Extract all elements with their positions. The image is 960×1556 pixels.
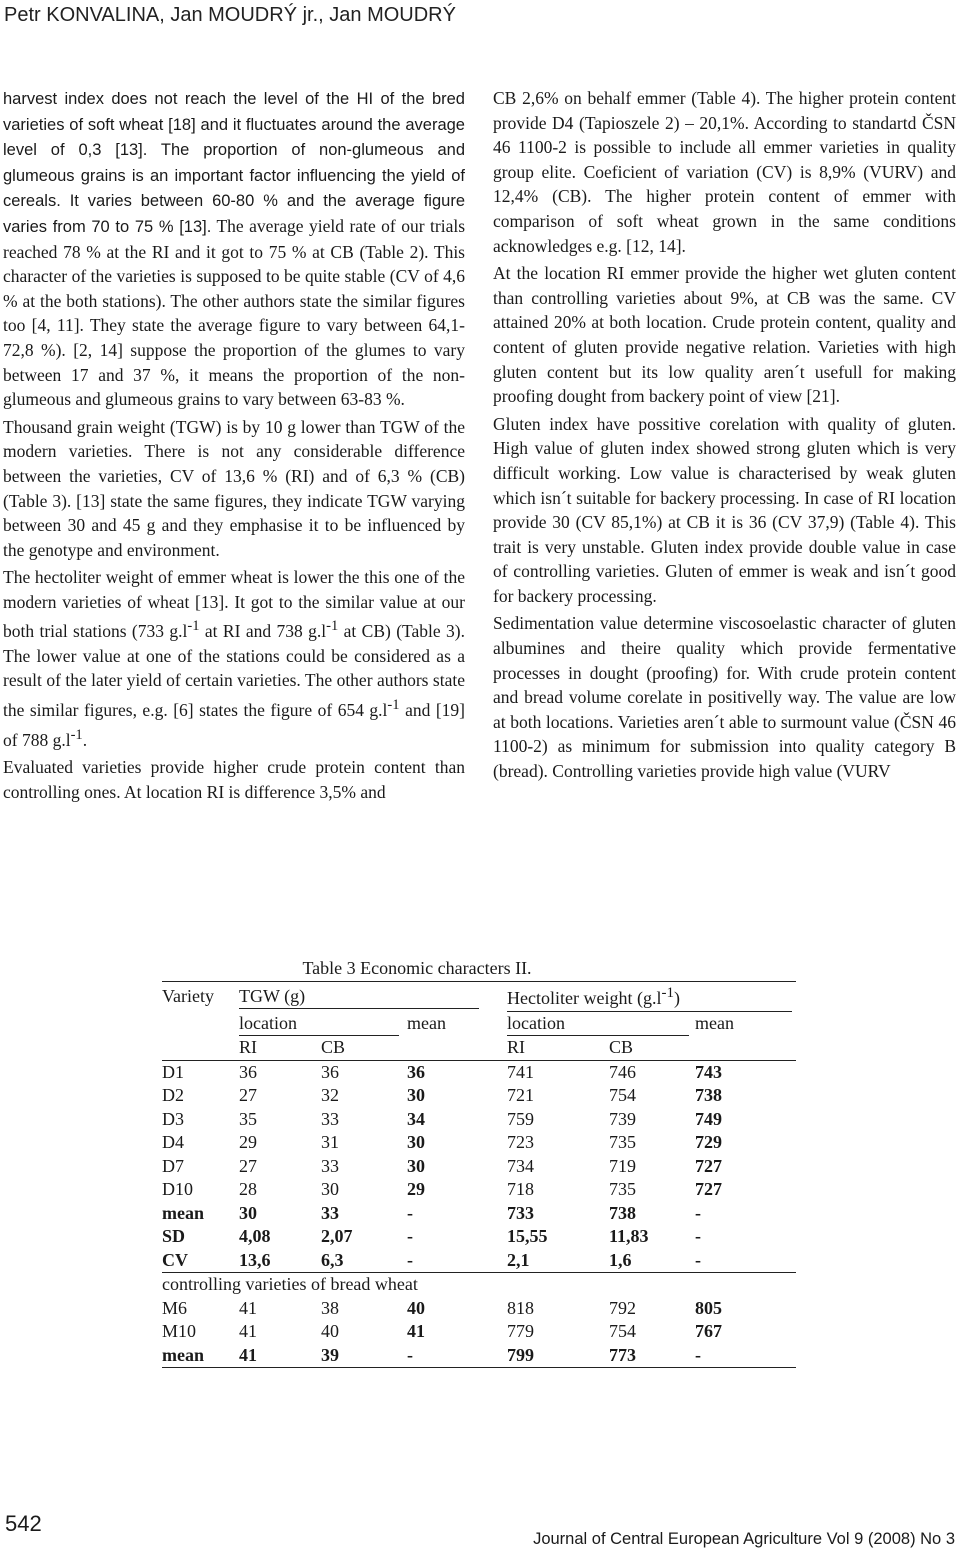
cell: 29: [239, 1132, 257, 1152]
cell: 735: [609, 1179, 636, 1199]
cell: 818: [507, 1297, 534, 1318]
location-label: location: [239, 1012, 399, 1037]
table-row-stat: [162, 1225, 796, 1249]
cell: mean: [162, 1344, 239, 1368]
cell: 734: [507, 1155, 534, 1176]
hectoliter-text-3: at CB) (Table 3). The lower value at one of the stations could be considered as a result of the later yield of certain varieties. The other authors state the similar figures, e.g. [6] states the figure of 654 g.l: [3, 621, 465, 720]
page-header-authors: Petr KONVALINA, Jan MOUDRÝ jr., Jan MOUDRÝ: [4, 4, 456, 26]
cell: 6,3: [321, 1249, 407, 1273]
cell: D2: [162, 1085, 184, 1105]
cell: 749: [695, 1108, 722, 1129]
paragraph-protein-start: Evaluated varieties provide higher crude protein content than controlling ones. At location RI is difference 3,5% and: [3, 756, 465, 802]
paragraph-sedimentation: Sedimentation value determine viscosoelastic character of gluten albumines and theire quality which provide fermentative processes in dought (proofing) for. With crude protein content and bread volume corelate in positivelly way. The value are low at both locations. Varieties aren´t able to surmount value (ČSN 46 1100-2) as minimum for submission into quality category B (bread). Controlling varieties provide high value (VURV: [493, 613, 956, 782]
cell: 754: [609, 1321, 636, 1341]
table-row: [162, 1131, 796, 1155]
cell: -: [695, 1344, 796, 1368]
cell: 36: [321, 1061, 339, 1082]
cell: 27: [239, 1155, 257, 1176]
cell: 13,6: [239, 1249, 321, 1273]
cell: 40: [407, 1297, 425, 1318]
unit-superscript: -1: [187, 618, 200, 635]
cell: M6: [162, 1297, 188, 1318]
header-location-hl: [507, 1012, 695, 1037]
cell: 39: [321, 1344, 407, 1368]
cell: 40: [321, 1321, 339, 1341]
cell: 1,6: [609, 1249, 695, 1273]
header-ri: RI: [239, 1036, 321, 1060]
table-row: [162, 1155, 796, 1179]
table-row: [162, 1178, 796, 1202]
header-hectoliter: [507, 982, 796, 1012]
cell: -: [695, 1226, 701, 1246]
table-row: [162, 1060, 796, 1084]
cell: 735: [609, 1132, 636, 1152]
cell: 41: [239, 1344, 321, 1368]
table-section-row: [162, 1273, 796, 1297]
cell: 31: [321, 1132, 339, 1152]
paragraph-harvest-index: [3, 86, 465, 412]
cell: SD: [162, 1226, 186, 1246]
cell: 35: [239, 1108, 257, 1129]
cell: 721: [507, 1085, 534, 1105]
cell: 719: [609, 1155, 636, 1176]
cell: 799: [507, 1344, 609, 1368]
header-variety: Variety: [162, 982, 239, 1012]
cell: 30: [239, 1202, 257, 1223]
cell: 28: [239, 1179, 257, 1199]
hl-label-a: Hectoliter weight (g.l: [507, 988, 662, 1008]
cell: CV: [162, 1249, 239, 1273]
cell: mean: [162, 1202, 204, 1223]
hectoliter-text-2: at RI and 738 g.l: [199, 621, 327, 642]
hectoliter-text-4: and [19] of 788 g.l: [3, 699, 465, 750]
cell: 741: [507, 1061, 534, 1082]
journal-name: Journal of Central European Agriculture Vol 9 (2008) No 3: [533, 1530, 955, 1548]
header-tgw: [239, 982, 507, 1012]
cell: 718: [507, 1179, 534, 1199]
header-mean-hl: mean: [695, 1013, 734, 1033]
cell: 11,83: [609, 1226, 649, 1246]
cell: 739: [609, 1108, 636, 1129]
header-ri: RI: [507, 1036, 609, 1060]
cell: -: [407, 1249, 507, 1273]
cell: 27: [239, 1085, 257, 1105]
header-cb: CB: [609, 1036, 695, 1060]
cell: D1: [162, 1061, 184, 1082]
table-row: [162, 1297, 796, 1321]
paragraph-harvest-index-start: harvest index does not reach the level of the HI of the bred varieties of soft wheat [18] and it fluctuates around the average level of 0,3 [13]. The proportion of non-glumeous and glumeous grains is an important factor influencing the yield of cereals. It varies between 60-80 % and the average figure varies from 70 to 75 % [13].: [3, 90, 465, 236]
cell: 33: [321, 1108, 339, 1129]
cell: 723: [507, 1132, 534, 1152]
cell: 727: [695, 1179, 722, 1199]
cell: 29: [407, 1179, 425, 1199]
header-hectoliter-label: [507, 982, 792, 1012]
cell: 738: [695, 1085, 722, 1105]
cell: D3: [162, 1108, 184, 1129]
cell: M10: [162, 1321, 197, 1341]
paragraph-wet-gluten: At the location RI emmer provide the higher wet gluten content than controlling varieties about 9%, at CB was the same. CV attained 20% at both location. Crude protein content, quality and content of gluten provide negative relation. Varieties with high gluten content but its low quality aren´t usefull for making proofing dought from backery point of view [21].: [493, 263, 956, 407]
paragraph-tgw: Thousand grain weight (TGW) is by 10 g lower than TGW of the modern varieties. There is not any considerable difference between the varieties, CV of 13,6 % (RI) and of 6,3 % (CB) (Table 3). [13] state the same figures, they indicate TGW varying between 30 and 45 g and they emphasise it to be influenced by the genotype and environment.: [3, 416, 465, 560]
paragraph-hectoliter: [3, 565, 465, 752]
right-text-column: [493, 86, 956, 787]
cell: 727: [695, 1155, 722, 1176]
cell: 33: [321, 1155, 339, 1176]
hectoliter-text-1: The hectoliter weight of emmer wheat is lower the this one of the modern varieties of wheat [13]. It got to the similar value at our both trial stations (733 g.l: [3, 567, 465, 642]
cell: 30: [407, 1085, 425, 1105]
page-number: 542: [5, 1511, 42, 1536]
table-row: [162, 1084, 796, 1108]
cell: 767: [695, 1321, 722, 1341]
cell: 30: [321, 1179, 339, 1199]
cell: 36: [407, 1061, 425, 1082]
cell: -: [407, 1226, 413, 1246]
cell: 36: [239, 1061, 257, 1082]
cell: -: [695, 1202, 701, 1223]
cell: D7: [162, 1155, 184, 1176]
cell: 41: [407, 1321, 425, 1341]
cell: 4,08: [239, 1226, 271, 1246]
cell: 30: [407, 1155, 425, 1176]
cell: 759: [507, 1108, 534, 1129]
cell: 805: [695, 1297, 722, 1318]
cell: D4: [162, 1132, 184, 1152]
left-text-column: [3, 86, 465, 807]
table-title: Table 3 Economic characters II.: [302, 958, 532, 978]
table-row: [162, 1320, 796, 1344]
cell: 738: [609, 1202, 636, 1223]
table-row: [162, 1108, 796, 1132]
paragraph-harvest-index-rest: The average yield rate of our trials reached 78 % at the RI and it got to 75 % at CB (Table 2). This character of the varieties is supposed to be quite stable (CV of 4,6 % at the both stations). The other authors state the similar figures too [4, 11]. They state the average figure to vary between 64,1-72,8 %). [2, 14] suppose the proportion of the glumes to vary between 17 and 37 %, it means the proportion of the non-glumeous and glumeous grains to vary between 63-83 %.: [3, 215, 466, 410]
cell: 754: [609, 1085, 636, 1105]
hl-label-sup: -1: [661, 985, 674, 1001]
cell: -: [407, 1202, 413, 1223]
hl-label-b: ): [673, 988, 680, 1008]
header-tgw-label: TGW (g): [239, 985, 479, 1010]
cell: 792: [609, 1297, 636, 1318]
cell: 779: [507, 1321, 534, 1341]
cell: 743: [695, 1061, 722, 1082]
cell: 38: [321, 1297, 339, 1318]
header-cb: CB: [321, 1036, 407, 1060]
cell: 34: [407, 1108, 425, 1129]
economic-characters-table: [162, 981, 796, 1368]
cell: -: [407, 1344, 507, 1368]
table-row-stat: [162, 1344, 796, 1368]
header-mean-tgw: mean: [407, 1013, 446, 1033]
cell: 2,07: [321, 1226, 353, 1246]
unit-superscript: -1: [326, 618, 339, 635]
cell: 733: [507, 1202, 534, 1223]
unit-superscript: -1: [387, 697, 400, 714]
paragraph-protein-cont: CB 2,6% on behalf emmer (Table 4). The higher protein content provide D4 (Tapioszele 2) – 20,1%. According to standartd ČSN 46 1100-2 is possible to include all emmer varieties in quality group elite. Coeficient of variation (CV) is 8,9% (VURV) and 12,4% (CB). The higher protein content of emmer with comparison of soft wheat grown in the same conditions acknowledges e.g. [12, 14].: [493, 88, 956, 256]
header-location-tgw: [239, 1012, 407, 1037]
hectoliter-text-5: .: [82, 729, 88, 750]
cell: 15,55: [507, 1226, 548, 1246]
cell: D10: [162, 1179, 193, 1199]
cell: 41: [239, 1321, 257, 1341]
cell: 746: [609, 1061, 636, 1082]
cell: 30: [407, 1132, 425, 1152]
cell: 729: [695, 1132, 722, 1152]
table-row-stat: [162, 1202, 796, 1226]
control-section-label: controlling varieties of bread wheat: [162, 1274, 418, 1294]
table-row-stat: [162, 1249, 796, 1273]
cell: 32: [321, 1085, 339, 1105]
table-3: [162, 955, 802, 1368]
cell: 2,1: [507, 1249, 609, 1273]
cell: 773: [609, 1344, 695, 1368]
unit-superscript: -1: [70, 726, 83, 743]
cell: 41: [239, 1297, 257, 1318]
cell: 33: [321, 1202, 339, 1223]
location-label: location: [507, 1012, 689, 1037]
cell: -: [695, 1249, 796, 1273]
paragraph-gluten-index: Gluten index have possitive corelation with quality of gluten. High value of gluten index showed strong gluten which is very difficult working. Low value is characterised by weak gluten which isn´t suitable for backery processing. In case of RI location provide 30 (CV 85,1%) at CB it is 36 (CV 37,9) (Table 4). This trait is very unstable. Gluten index provide double value in case of controlling varieties. Gluten of emmer is weak and isn´t good for backery processing.: [493, 413, 956, 606]
